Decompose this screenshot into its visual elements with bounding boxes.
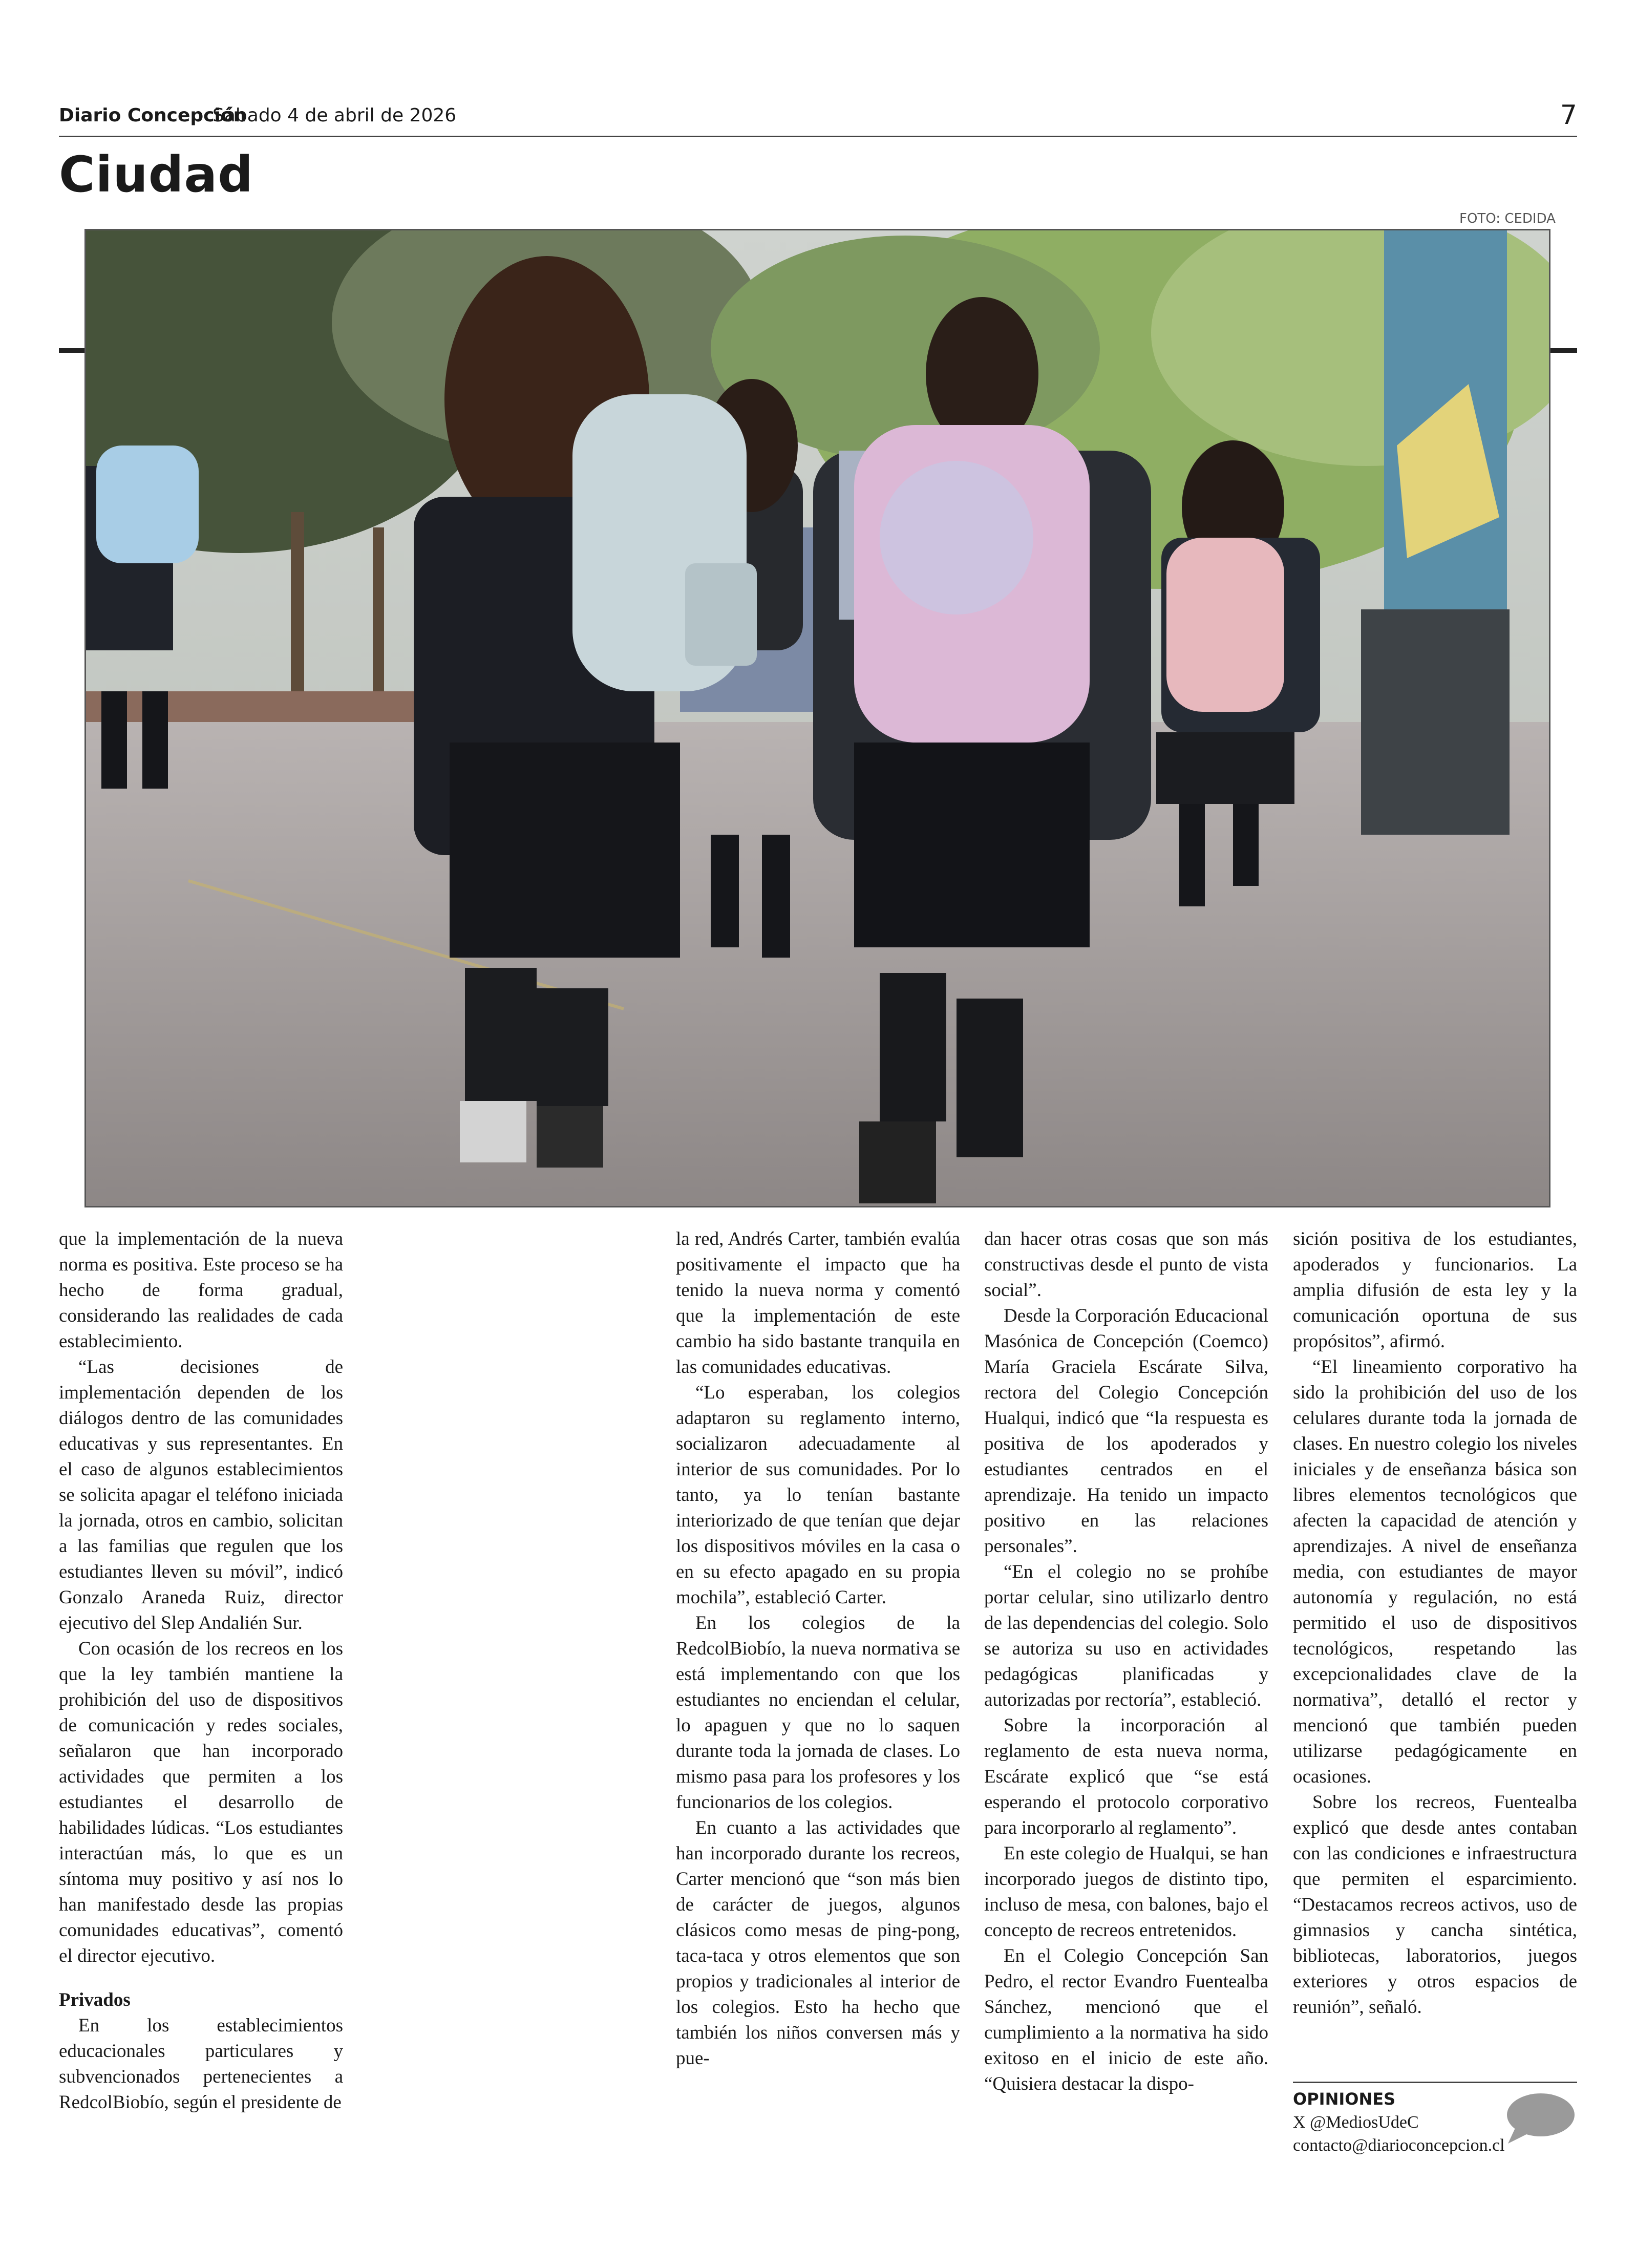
article-column-2 [676, 1226, 960, 2071]
article-column-3 [984, 1226, 1268, 2097]
contact-email-link[interactable]: contacto@diarioconcepcion.cl [1293, 2136, 1505, 2155]
article-column-4 [1293, 1226, 1577, 2020]
paragraph: “Las decisiones de implementación dependen de los diálogos dentro de las comunidades educativas y sus representantes. En el caso de algunos establecimientos se solicita apagar el teléfono iniciada la jornada, otros en cambio, solicitan a las familias que regulen que los estudiantes lleven su móvil”, indicó Gonzalo Araneda Ruiz, director ejecutivo del Slep Andalién Sur. [59, 1356, 343, 1634]
paragraph: “El lineamiento corporativo ha sido la prohibición del uso de los celulares durante toda la jornada de clases. En nuestro colegio los niveles iniciales y de enseñanza básica son libres elementos tecnológicos que afecten la capacidad de atención y aprendizajes. A nivel de enseñanza media, con estudiantes de mayor autonomía y regulación, no está permitido el uso de dispositivos tecnológicos, respetando las excepcionalidades clave de la normativa”, detalló el rector y mencionó que también pueden utilizarse pedagógicamente en ocasiones. [1293, 1356, 1577, 1787]
page-header [59, 100, 1577, 137]
paragraph: “Lo esperaban, los colegios adaptaron su reglamento interno, socializaron adecuadamente al interior de sus comunidades. Por lo tanto, ya lo tenían bastante interiorizado de que tenían que dejar los dispositivos móviles en la casa o en su efecto apagado en su propia mochila”, estableció Carter. [676, 1382, 960, 1608]
newspaper-name: Diario Concepción [59, 105, 247, 126]
opinions-box [1293, 2082, 1577, 2160]
paragraph: Desde la Corporación Educacional Masónica de Concepción (Coemco) María Graciela Escárate Silva, rectora del Colegio Concepción Hualqui, indicó que “la respuesta es positiva de los apoderados y estudiantes centrados en el aprendizaje. Ha tenido un impacto positivo en las relaciones personales”. [984, 1305, 1268, 1557]
paragraph: sición positiva de los estudiantes, apoderados y funcionarios. La amplia difusión de esta ley y la comunicación oportuna de sus propósitos”, afirmó. [1293, 1228, 1577, 1352]
paragraph: “En el colegio no se prohíbe portar celular, sino utilizarlo dentro de las dependencias del colegio. Solo se autoriza su uso en actividades pedagógicas planificadas y autorizadas por rectoría”, estableció. [984, 1561, 1268, 1710]
paragraph: En cuanto a las actividades que han incorporado durante los recreos, Carter mencionó que “son más bien de carácter de juegos, algunos clásicos como mesas de ping-pong, taca-taca y otros elementos que son propios y tradicionales al interior de los colegios. Esto ha hecho que también los niños conversen más y pue- [676, 1817, 960, 2069]
paragraph: En el Colegio Concepción San Pedro, el rector Evandro Fuentealba Sánchez, mencionó que el cumplimiento a la normativa ha sido exitoso en el inicio de este año. “Quisiera destacar la dispo- [984, 1945, 1268, 2094]
paragraph: En los establecimientos educacionales particulares y subvencionados pertenecientes a RedcolBiobío, según el presidente de [59, 2015, 343, 2113]
paragraph: Sobre la incorporación al reglamento de esta nueva norma, Escárate explicó que “se está esperando el protocolo corporativo para incorporarlo al reglamento”. [984, 1715, 1268, 1838]
section-title: Ciudad [59, 146, 253, 203]
photo-credit: FOTO: CEDIDA [1459, 211, 1556, 226]
decorative-rule-right [1550, 348, 1577, 353]
subheading: Privados [59, 1989, 131, 2010]
page-number: 7 [1560, 100, 1577, 131]
paragraph: En los colegios de la RedcolBiobío, la nueva normativa se está implementando con que los estudiantes no enciendan el celular, lo apaguen y que no lo saquen durante toda la jornada de clases. Lo mismo pasa para los profesores y los funcionarios de los colegios. [676, 1613, 960, 1813]
speech-bubble-icon [1504, 2092, 1576, 2146]
paragraph: Con ocasión de los recreos en los que la ley también mantiene la prohibición del uso de dispositivos de comunicación y redes sociales, señalaron que han incorporado actividades que permiten a los estudiantes el desarrollo de habilidades lúdicas. “Los estudiantes interactúan más, lo que es un síntoma muy positivo y así nos lo han manifestado desde las propias comunidades educativas”, comentó el director ejecutivo. [59, 1638, 343, 1966]
article-column-1 [59, 1226, 343, 2115]
decorative-rule-left [59, 348, 84, 353]
main-photo [84, 229, 1550, 1207]
paragraph: Sobre los recreos, Fuentealba explicó que desde antes contaban con las condiciones e infraestructura que permiten el esparcimiento. “Destacamos recreos activos, uso de gimnasios y cancha sintética, bibliotecas, laboratorios, juegos exteriores y otros espacios de reunión”, señaló. [1293, 1792, 1577, 2018]
paragraph: que la implementación de la nueva norma es positiva. Este proceso se ha hecho de forma gradual, considerando las realidades de cada establecimiento. [59, 1228, 343, 1352]
issue-date: Sábado 4 de abril de 2026 [213, 105, 457, 126]
paragraph: la red, Andrés Carter, también evalúa positivamente el impacto que ha tenido la nueva norma y comentó que la implementación de este cambio ha sido bastante tranquila en las comunidades educativas. [676, 1228, 960, 1377]
paragraph: En este colegio de Hualqui, se han incorporado juegos de distinto tipo, incluso de mesa, con balones, bajo el concepto de recreos entretenidos. [984, 1843, 1268, 1941]
opinions-title: OPINIONES [1293, 2089, 1396, 2109]
paragraph: dan hacer otras cosas que son más constructivas desde el punto de vista social”. [984, 1228, 1268, 1301]
x-handle-link[interactable]: X @MediosUdeC [1293, 2113, 1419, 2132]
